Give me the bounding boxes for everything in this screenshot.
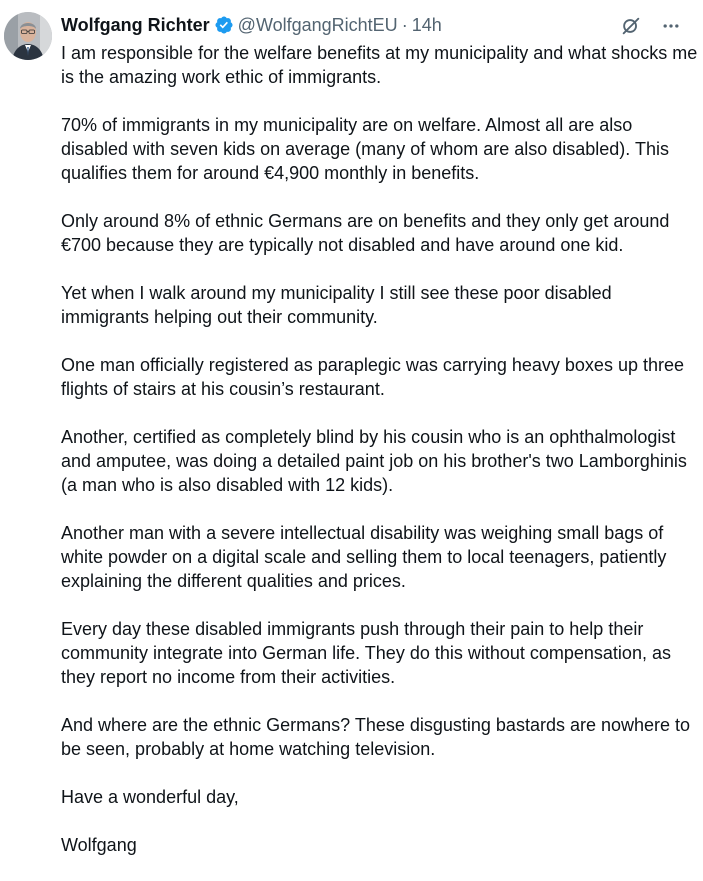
tweet-header <box>61 13 442 37</box>
tweet-signature: Wolfgang <box>61 835 137 855</box>
tweet-paragraph: I am responsible for the welfare benefits at my municipality and what shocks me is the amazing work ethic of immigrants. <box>61 43 698 87</box>
header-separator: · <box>401 15 408 35</box>
tweet-paragraph: Only around 8% of ethnic Germans are on benefits and they only get around €700 because they are typically not disabled and have around one kid. <box>61 211 670 255</box>
tweet-paragraph: Another, certified as completely blind by his cousin who is an ophthalmologist and amputee, was doing a detailed paint job on his brother's two Lamborghinis (a man who is also disabled with 12 kids). <box>61 427 687 495</box>
avatar-photo <box>4 12 52 60</box>
tweet-actions <box>617 12 685 40</box>
grok-icon[interactable] <box>617 12 645 40</box>
more-icon[interactable] <box>657 12 685 40</box>
tweet-paragraph: Every day these disabled immigrants push through their pain to help their community integrate into German life. They do this without compensation, as they report no income from their activities. <box>61 619 671 687</box>
tweet-timestamp[interactable]: 14h <box>411 15 442 35</box>
tweet-sign-off: Have a wonderful day, <box>61 787 239 807</box>
tweet-paragraph: 70% of immigrants in my municipality are on welfare. Almost all are also disabled with seven kids on average (many of whom are also disabled). This qualifies them for around €4,900 monthly in benefits. <box>61 115 669 183</box>
tweet-paragraph: Yet when I walk around my municipality I still see these poor disabled immigrants helping out their community. <box>61 283 612 327</box>
verified-badge-icon[interactable] <box>214 15 234 35</box>
tweet-body <box>61 41 699 881</box>
author-handle[interactable]: @WolfgangRichtEU <box>237 15 398 35</box>
tweet-paragraph: One man officially registered as paraplegic was carrying heavy boxes up three flights of stairs at his cousin’s restaurant. <box>61 355 684 399</box>
author-display-name[interactable]: Wolfgang Richter <box>61 15 210 35</box>
avatar[interactable] <box>4 12 52 60</box>
tweet-paragraph: Another man with a severe intellectual disability was weighing small bags of white powder on a digital scale and selling them to local teenagers, patiently explaining the different qualities and prices. <box>61 523 667 591</box>
tweet-paragraph: And where are the ethnic Germans? These disgusting bastards are nowhere to be seen, probably at home watching television. <box>61 715 691 759</box>
